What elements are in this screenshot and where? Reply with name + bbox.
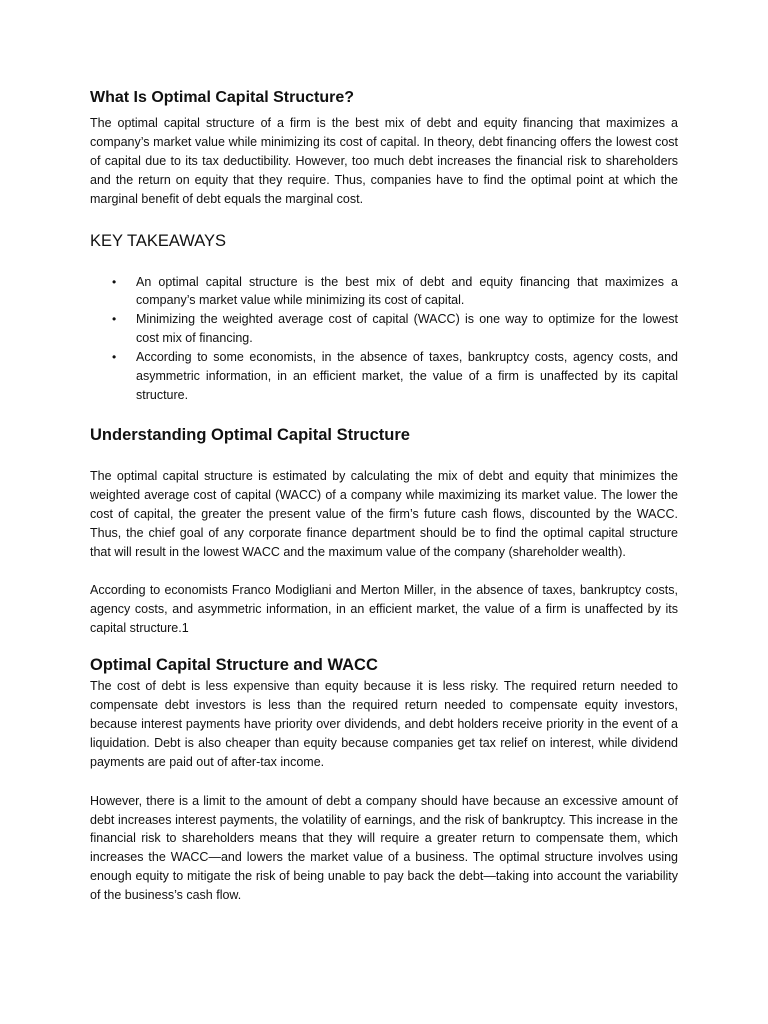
section-title-understanding: Understanding Optimal Capital Structure (90, 425, 410, 444)
bullet-icon: • (112, 350, 117, 365)
paragraph-spacer (90, 772, 678, 792)
understanding-paragraph-1: The optimal capital structure is estimated by calculating the mix of debt and equity that minimizes the weighted average cost of capital (WACC) of a company while maximizing its market value. The lower the cost of capital, the greater the present value of the firm’s future cash flows, discounted by the WACC. Thus, the chief goal of any corporate finance department should be to find the optimal capital structure that will result in the lowest WACC and the maximum value of the company (shareholder wealth). (90, 468, 678, 559)
list-item-text: An optimal capital structure is the best mix of debt and equity financing that maximizes a company’s market value while minimizing its cost of capital. (136, 274, 678, 308)
document-page (90, 88, 678, 905)
wacc-paragraph-2: However, there is a limit to the amount of debt a company should have because an excessive amount of debt increases interest payments, the volatility of earnings, and the risk of bankruptcy. This increase in the financial risk to shareholders means that they will require a greater return to compensate them, which increases the WACC—and lowers the market value of a business. The optimal structure involves using enough equity to mitigate the risk of being unable to pay back the debt—taking into account the variability of the business’s cash flow. (90, 793, 678, 903)
list-item (90, 348, 678, 405)
list-item (90, 310, 678, 348)
list-item-text: According to some economists, in the absence of taxes, bankruptcy costs, agency costs, and asymmetric information, in an efficient market, the value of a firm is unaffected by its capital structure. (136, 350, 678, 402)
understanding-paragraph-2: According to economists Franco Modigliani and Merton Miller, in the absence of taxes, bankruptcy costs, agency costs, and asymmetric information, in an efficient market, the value of a firm is unaffected by its capital structure.1 (90, 583, 678, 636)
bullet-icon: • (112, 312, 117, 327)
key-takeaways-list (90, 273, 678, 405)
list-item-text: Minimizing the weighted average cost of capital (WACC) is one way to optimize for the lowest cost mix of financing. (136, 312, 678, 346)
key-takeaways-heading: KEY TAKEAWAYS (90, 231, 227, 250)
paragraph-spacer (90, 561, 678, 581)
wacc-paragraph-1: The cost of debt is less expensive than equity because it is less risky. The required return needed to compensate debt investors is less than the required return needed to compensate equity investors, because interest payments have priority over dividends, and debt holders receive priority in the event of a liquidation. Debt is also cheaper than equity because companies get tax relief on interest, while dividend payments are paid out of after-tax income. (90, 679, 678, 769)
bullet-icon: • (112, 274, 117, 289)
list-item (90, 273, 678, 311)
section-title-what-is: What Is Optimal Capital Structure? (90, 89, 355, 106)
section-title-wacc: Optimal Capital Structure and WACC (90, 656, 378, 675)
intro-paragraph: The optimal capital structure of a firm is the best mix of debt and equity financing that maximizes a company’s market value while minimizing its cost of capital. In theory, debt financing offers the lowest cost of capital due to its tax deductibility. However, too much debt increases the financial risk to shareholders and the return on equity that they require. Thus, companies have to find the optimal point at which the marginal benefit of debt equals the marginal cost. (90, 116, 678, 206)
